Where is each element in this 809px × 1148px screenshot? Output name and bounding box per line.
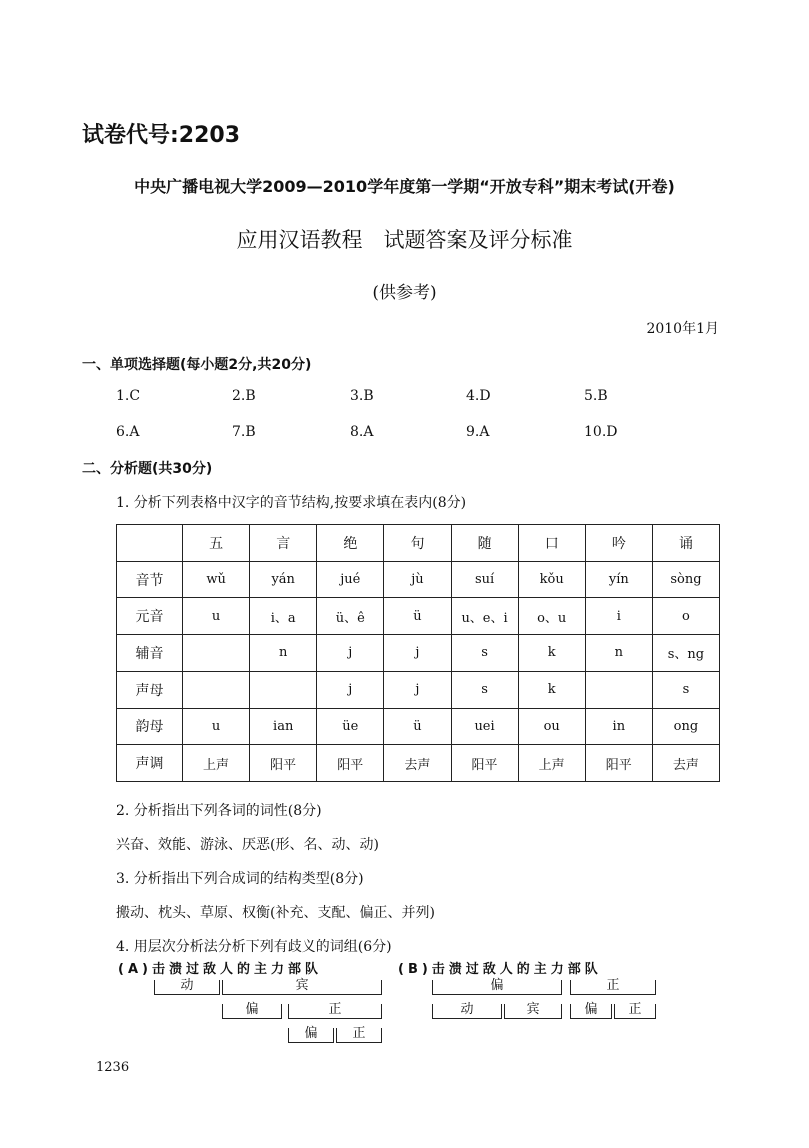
tree-b-l1-right: 正 — [570, 980, 656, 995]
question-3: 3. 分析指出下列合成词的结构类型(8分) — [116, 871, 364, 887]
tree-a-l3-right: 正 — [336, 1028, 382, 1043]
tree-b-l2-a: 动 — [432, 1004, 502, 1019]
tree-a-l3-left: 偏 — [288, 1028, 334, 1043]
table-cell: u — [183, 598, 250, 635]
table-cell: n — [250, 635, 317, 672]
reference-note: (供参考) — [372, 283, 437, 303]
tree-b-l2-d: 正 — [614, 1004, 656, 1019]
table-header-cell: 吟 — [585, 525, 652, 562]
table-cell: uei — [451, 708, 518, 745]
table-cell: i — [585, 598, 652, 635]
table-header-cell: 诵 — [652, 525, 719, 562]
document-date: 2010年1月 — [646, 321, 719, 337]
table-row — [117, 598, 720, 635]
answer-item: 6.A — [116, 424, 140, 440]
question-4: 4. 用层次分析法分析下列有歧义的词组(6分) — [116, 939, 392, 955]
table-header-cell: 随 — [451, 525, 518, 562]
table-cell: 上声 — [183, 745, 250, 782]
tree-a-l1-left: 动 — [154, 980, 220, 995]
section1-heading: 一、单项选择题(每小题2分,共20分) — [82, 357, 312, 373]
table-header-cell: 言 — [250, 525, 317, 562]
page-number: 1236 — [96, 1060, 130, 1075]
table-cell: suí — [451, 561, 518, 598]
table-row — [117, 708, 720, 745]
syllable-table — [116, 524, 720, 782]
answer-item: 4.D — [466, 388, 491, 404]
section2-heading: 二、分析题(共30分) — [82, 461, 213, 477]
table-cell: k — [518, 671, 585, 708]
table-cell: üe — [317, 708, 384, 745]
table-header-cell: 句 — [384, 525, 451, 562]
answer-item: 1.C — [116, 388, 141, 404]
table-cell: jù — [384, 561, 451, 598]
table-cell: jué — [317, 561, 384, 598]
table-row — [117, 635, 720, 672]
table-cell: j — [317, 671, 384, 708]
row-label: 韵母 — [117, 708, 183, 745]
table-cell — [250, 671, 317, 708]
exam-code: 试卷代号:2203 — [82, 123, 241, 148]
table-cell: s — [451, 671, 518, 708]
table-cell: 阳平 — [451, 745, 518, 782]
tree-b-l2-b: 宾 — [504, 1004, 562, 1019]
table-cell: wǔ — [183, 561, 250, 598]
table-cell: ou — [518, 708, 585, 745]
table-cell: o — [652, 598, 719, 635]
table-cell — [183, 671, 250, 708]
table-corner-cell — [117, 525, 183, 562]
tree-b-l2-c: 偏 — [570, 1004, 612, 1019]
tree-a-l2-left: 偏 — [222, 1004, 282, 1019]
table-cell: s — [451, 635, 518, 672]
phrase-b: (B)击溃过敌人的主力部队 — [398, 962, 602, 977]
tree-a-l1-right: 宾 — [222, 980, 382, 995]
table-header-row — [117, 525, 720, 562]
exam-title: 中央广播电视大学2009—2010学年度第一学期“开放专科”期末考试(开卷) — [134, 177, 675, 196]
row-label: 声母 — [117, 671, 183, 708]
table-row — [117, 671, 720, 708]
tree-b-l1-left: 偏 — [432, 980, 562, 995]
table-cell: ong — [652, 708, 719, 745]
table-cell: ü — [384, 598, 451, 635]
answer-item: 10.D — [584, 424, 618, 440]
table-header-cell: 绝 — [317, 525, 384, 562]
table-header-cell: 五 — [183, 525, 250, 562]
table-cell: ü — [384, 708, 451, 745]
table-cell: s、ng — [652, 635, 719, 672]
table-cell: j — [317, 635, 384, 672]
table-cell — [585, 671, 652, 708]
answer-item: 8.A — [350, 424, 374, 440]
question-1: 1. 分析下列表格中汉字的音节结构,按要求填在表内(8分) — [116, 495, 467, 511]
table-cell: k — [518, 635, 585, 672]
table-cell: 去声 — [652, 745, 719, 782]
answer-item: 3.B — [350, 388, 374, 404]
table-cell: yán — [250, 561, 317, 598]
answer-2: 兴奋、效能、游泳、厌恶(形、名、动、动) — [116, 837, 379, 853]
table-header-cell: 口 — [518, 525, 585, 562]
table-cell — [183, 635, 250, 672]
table-cell: ian — [250, 708, 317, 745]
question-2: 2. 分析指出下列各词的词性(8分) — [116, 803, 322, 819]
phrase-a: (A)击溃过敌人的主力部队 — [118, 962, 322, 977]
table-cell: u、e、i — [451, 598, 518, 635]
table-cell: 阳平 — [585, 745, 652, 782]
table-cell: 去声 — [384, 745, 451, 782]
row-label: 辅音 — [117, 635, 183, 672]
row-label: 音节 — [117, 561, 183, 598]
table-cell: in — [585, 708, 652, 745]
table-cell: j — [384, 635, 451, 672]
table-cell: i、a — [250, 598, 317, 635]
answer-item: 9.A — [466, 424, 490, 440]
table-cell: o、u — [518, 598, 585, 635]
table-cell: yín — [585, 561, 652, 598]
table-cell: kǒu — [518, 561, 585, 598]
answer-item: 7.B — [232, 424, 256, 440]
table-cell: 上声 — [518, 745, 585, 782]
table-cell: 阳平 — [317, 745, 384, 782]
answer-3: 搬动、枕头、草原、权衡(补充、支配、偏正、并列) — [116, 905, 435, 921]
row-label: 声调 — [117, 745, 183, 782]
table-cell: u — [183, 708, 250, 745]
answer-item: 5.B — [584, 388, 608, 404]
table-row — [117, 561, 720, 598]
answer-item: 2.B — [232, 388, 256, 404]
table-cell: n — [585, 635, 652, 672]
tree-a-l2-right: 正 — [288, 1004, 382, 1019]
table-cell: 阳平 — [250, 745, 317, 782]
table-row — [117, 745, 720, 782]
table-cell: s — [652, 671, 719, 708]
row-label: 元音 — [117, 598, 183, 635]
document-title: 应用汉语教程 试题答案及评分标准 — [236, 228, 573, 252]
table-cell: ü、ê — [317, 598, 384, 635]
table-cell: sòng — [652, 561, 719, 598]
table-cell: j — [384, 671, 451, 708]
